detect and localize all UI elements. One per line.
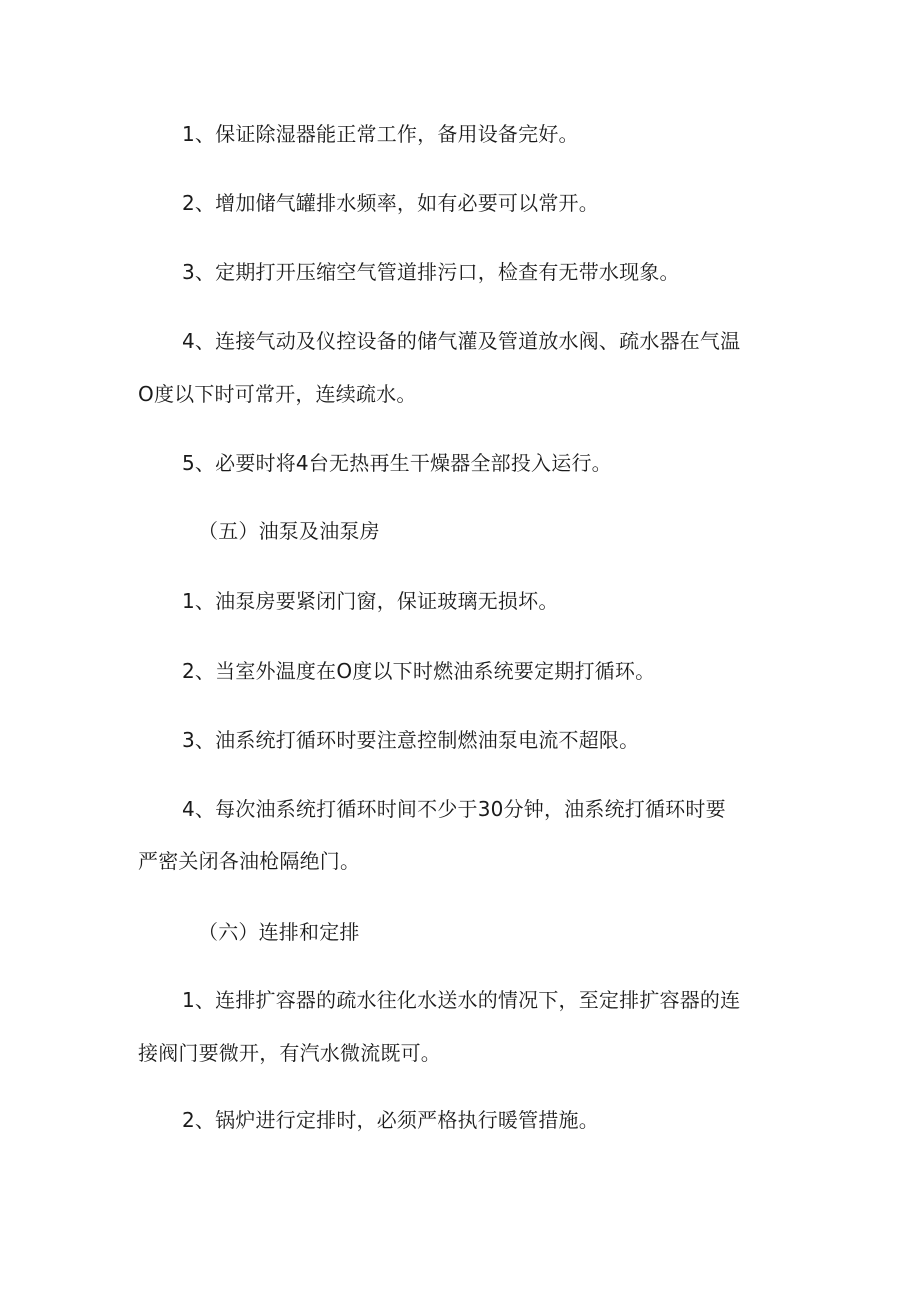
item-4-continued: O度以下时可常开，连续疏水。 <box>138 382 417 406</box>
section-heading-6: （六）连排和定排 <box>198 920 360 944</box>
item-7: 2、当室外温度在O度以下时燃油系统要定期打循环。 <box>182 659 656 683</box>
item-9: 4、每次油系统打循环时间不少于30分钟，油系统打循环时要 <box>182 797 726 821</box>
item-8: 3、油系统打循环时要注意控制燃油泵电流不超限。 <box>182 728 640 752</box>
item-4: 4、连接气动及仪控设备的储气灌及管道放水阀、疏水器在气温 <box>182 329 741 353</box>
item-9-continued: 严密关闭各油枪隔绝门。 <box>138 849 361 873</box>
item-3: 3、定期打开压缩空气管道排污口，检查有无带水现象。 <box>182 260 680 284</box>
section-heading-5: （五）油泵及油泵房 <box>198 519 380 543</box>
item-11: 2、锅炉进行定排时，必须严格执行暖管措施。 <box>182 1108 599 1132</box>
item-10: 1、连排扩容器的疏水往化水送水的情况下，至定排扩容器的连 <box>182 988 741 1012</box>
item-1: 1、保证除湿器能正常工作，备用设备完好。 <box>182 122 579 146</box>
item-10-continued: 接阀门要微开，有汽水微流既可。 <box>138 1041 441 1065</box>
item-6: 1、油泵房要紧闭门窗，保证玻璃无损坏。 <box>182 589 559 613</box>
item-2: 2、增加储气罐排水频率，如有必要可以常开。 <box>182 191 599 215</box>
item-5: 5、必要时将4台无热再生干燥器全部投入运行。 <box>182 451 612 475</box>
